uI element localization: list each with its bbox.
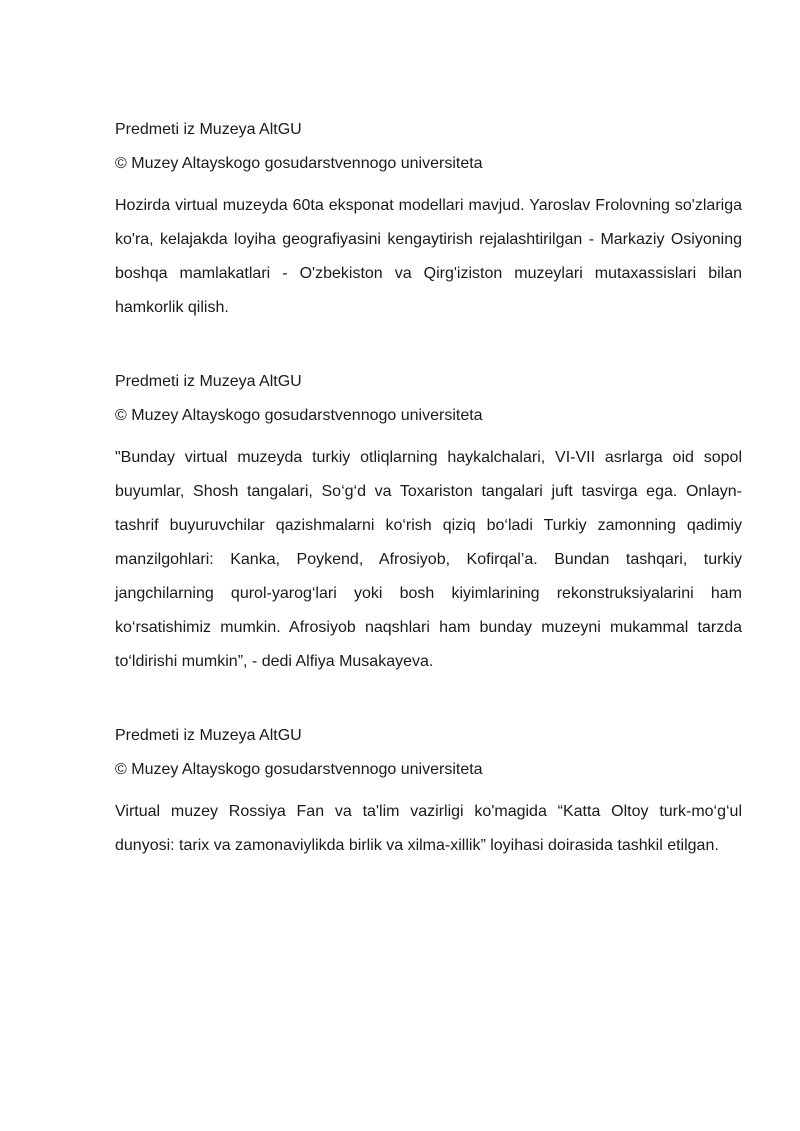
article-section-1 <box>115 120 742 325</box>
body-paragraph: Virtual muzey Rossiya Fan va ta'lim vazirligi ko'magida “Katta Oltoy turk-mo‘g‘ul dunyosi: tarix va zamonaviylikda birlik va xilma-xillik” loyihasi doirasida tashkil etilgan. <box>115 803 742 854</box>
body-paragraph: Hozirda virtual muzeyda 60ta eksponat modellari mavjud. Yaroslav Frolovning so'zlariga ko'ra, kelajakda loyiha geografiyasini kengaytirish rejalashtirilgan - Markaziy Osiyoning boshqa mamlakatlari - O'zbekiston va Qirg'iziston muzeylari mutaxassislari bilan hamkorlik qilish. <box>115 197 742 316</box>
image-credit: © Muzey Altayskogo gosudarstvennogo universiteta <box>115 761 483 778</box>
image-credit: © Muzey Altayskogo gosudarstvennogo universiteta <box>115 155 483 172</box>
body-paragraph: "Bunday virtual muzeyda turkiy otliqlarning haykalchalari, VI-VII asrlarga oid sopol buyumlar, Shosh tangalari, So‘g‘d va Toxariston tangalari juft tasvirga ega. Onlayn-tashrif buyuruvchilar qazishmalarni ko‘rish qiziq bo‘ladi Turkiy zamonning qadimiy manzilgohlari: Kanka, Poykend, Afrosiyob, Kofirqal’a. Bundan tashqari, turkiy jangchilarning qurol-yarog‘lari yoki bosh kiyimlarining rekonstruksiyalarini ham ko‘rsatishimiz mumkin. Afrosiyob naqshlari ham bunday muzeyni mukammal tarzda to‘ldirishi mumkin”, - dedi Alfiya Musakayeva. <box>115 449 742 670</box>
document-page <box>115 120 742 863</box>
image-caption: Predmeti iz Muzeya AltGU <box>115 121 302 138</box>
article-section-3 <box>115 726 742 863</box>
image-credit: © Muzey Altayskogo gosudarstvennogo universiteta <box>115 407 483 424</box>
article-section-2 <box>115 372 742 679</box>
image-caption: Predmeti iz Muzeya AltGU <box>115 373 302 390</box>
image-caption: Predmeti iz Muzeya AltGU <box>115 727 302 744</box>
